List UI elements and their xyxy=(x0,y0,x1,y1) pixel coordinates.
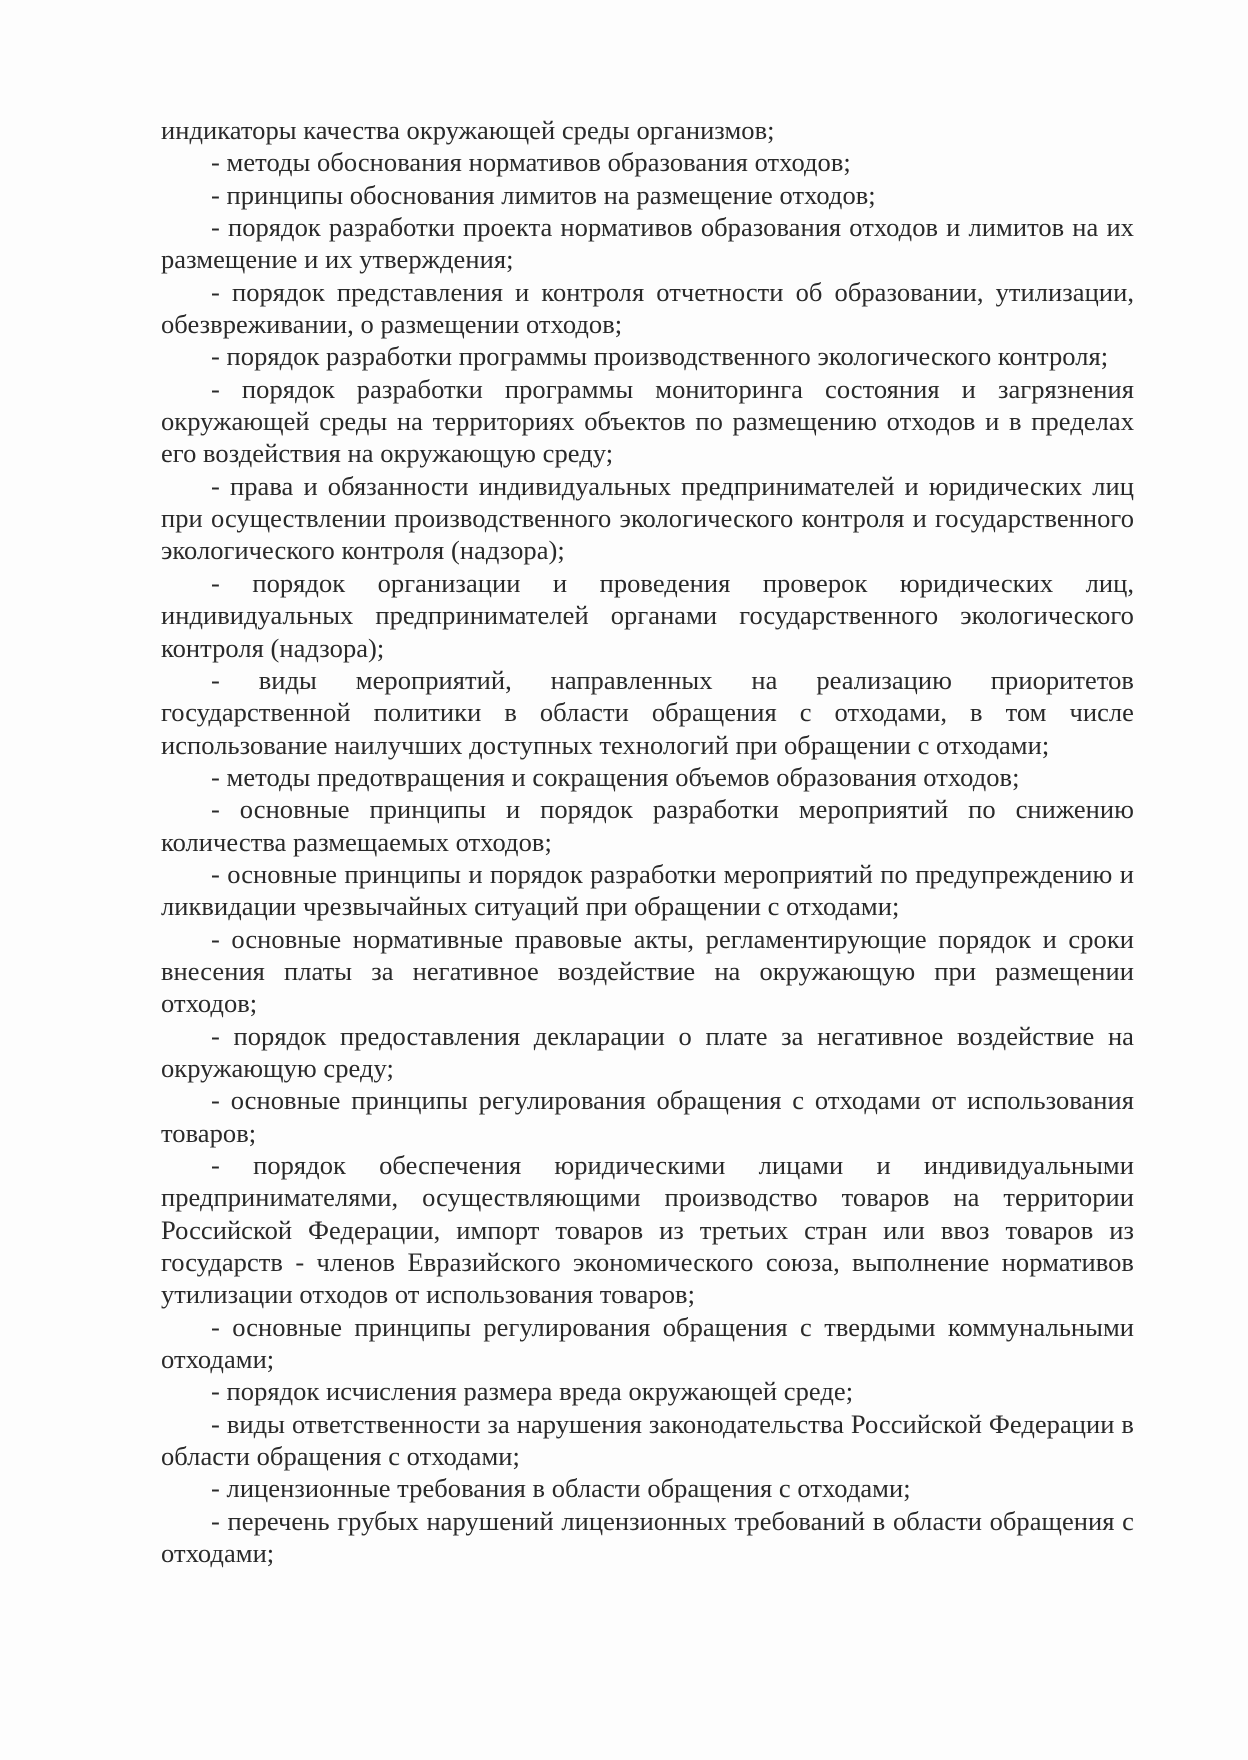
paragraph: - порядок разработки программы мониторинга состояния и загрязнения окружающей среды на территориях объектов по размещению отходов и в пределах его воздействия на окружающую среду; xyxy=(161,373,1134,469)
paragraph: - порядок представления и контроля отчетности об образовании, утилизации, обезвреживании, о размещении отходов; xyxy=(161,276,1134,340)
paragraph: - методы предотвращения и сокращения объемов образования отходов; xyxy=(211,761,1020,792)
paragraph: - порядок обеспечения юридическими лицами и индивидуальными предпринимателями, осуществляющими производство товаров на территории Российской Федерации, импорт товаров из третьих стран или ввоз товаров из государств - членов Евразийского экономического союза, выполнение нормативов утилизации отходов от использования товаров; xyxy=(161,1150,1134,1310)
paragraph: - виды ответственности за нарушения законодательства Российской Федерации в области обращения с отходами; xyxy=(161,1408,1134,1472)
paragraph: - порядок разработки проекта нормативов образования отходов и лимитов на их размещение и их утверждения; xyxy=(161,212,1134,275)
paragraph: - порядок исчисления размера вреда окружающей среде; xyxy=(211,1376,854,1407)
paragraph: - основные нормативные правовые акты, регламентирующие порядок и сроки внесения платы за негативное воздействие на окружающую при размещении отходов; xyxy=(161,923,1134,1019)
paragraph: - основные принципы регулирования обращения с твердыми коммунальными отходами; xyxy=(161,1311,1134,1375)
paragraph: - лицензионные требования в области обращения с отходами; xyxy=(211,1473,911,1504)
paragraph: - методы обоснования нормативов образования отходов; xyxy=(211,147,851,178)
paragraph: индикаторы качества окружающей среды организмов; xyxy=(161,115,775,145)
paragraph: - основные принципы регулирования обращения с отходами от использования товаров; xyxy=(161,1085,1134,1148)
paragraph: - принципы обоснования лимитов на размещение отходов; xyxy=(211,179,876,210)
paragraph: - права и обязанности индивидуальных предпринимателей и юридических лиц при осуществлении производственного экологического контроля и государственного экологического контроля (надзора); xyxy=(161,470,1134,566)
paragraph: - порядок разработки программы производственного экологического контроля; xyxy=(211,341,1109,372)
paragraph: - виды мероприятий, направленных на реализацию приоритетов государственной политики в области обращения с отходами, в том числе использование наилучших доступных технологий при обращении с отходами; xyxy=(161,664,1134,760)
paragraph: - порядок предоставления декларации о плате за негативное воздействие на окружающую среду; xyxy=(161,1020,1134,1083)
document-body xyxy=(161,114,1134,1569)
paragraph: - перечень грубых нарушений лицензионных требований в области обращения с отходами; xyxy=(161,1505,1134,1569)
paragraph: - основные принципы и порядок разработки мероприятий по снижению количества размещаемых отходов; xyxy=(161,794,1134,857)
paragraph: - порядок организации и проведения проверок юридических лиц, индивидуальных предпринимателей органами государственного экологического контроля (надзора); xyxy=(161,567,1134,663)
paragraph: - основные принципы и порядок разработки мероприятий по предупреждению и ликвидации чрезвычайных ситуаций при обращении с отходами; xyxy=(161,858,1134,922)
